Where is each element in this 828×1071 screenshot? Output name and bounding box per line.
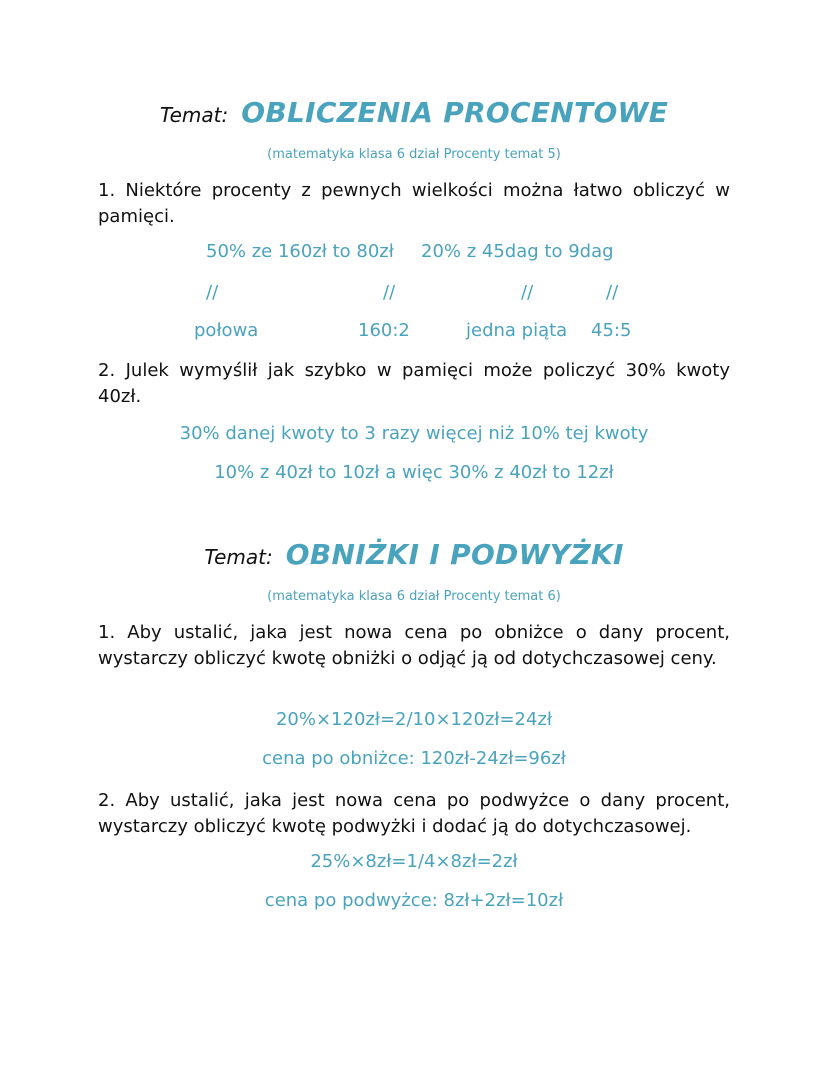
slash-4: // [606,282,619,303]
section2-calc1: 20%×120zł=2/10×120zł=24zł [275,709,553,730]
section1-example1a: 50% ze 160zł to 80zł [206,241,394,262]
slash-2: // [383,282,396,303]
slash-1: // [206,282,219,303]
section2-point2: 2. Aby ustalić, jaka jest nowa cena po podwyżce o dany procent, wystarczy obliczyć kwotę podwyżki i dodać ją do dotychczasowej. [98,790,730,837]
section2-result1: cena po obniżce: 120zł-24zł=96zł [262,748,566,769]
slash-3: // [521,282,534,303]
section1-heading [0,96,828,129]
section2-calc2: 25%×8zł=1/4×8zł=2zł [310,851,518,872]
section1-example2a: 30% danej kwoty to 3 razy więcej niż 10% tej kwoty [179,423,649,444]
note-45-5: 45:5 [591,320,632,341]
note-160-2: 160:2 [358,320,410,341]
note-polowa: połowa [194,320,259,341]
section2-title: OBNIŻKI I PODWYŻKI [285,538,624,571]
section1-example1b: 20% z 45dag to 9dag [421,241,614,262]
section1-point2: 2. Julek wymyślił jak szybko w pamięci może policzyć 30% kwoty 40zł. [98,360,730,407]
section1-subtitle: (matematyka klasa 6 dział Procenty temat 5) [267,147,561,162]
section2-result2: cena po podwyżce: 8zł+2zł=10zł [264,890,564,911]
section1-example2b: 10% z 40zł to 10zł a więc 30% z 40zł to 12zł [214,462,614,483]
section2-subtitle: (matematyka klasa 6 dział Procenty temat 6) [267,589,561,604]
note-jedna-piata: jedna piąta [466,320,568,341]
section1-title: OBLICZENIA PROCENTOWE [241,96,669,129]
section1-point1: 1. Niektóre procenty z pewnych wielkości można łatwo obliczyć w pamięci. [98,180,730,227]
section1-temat-label: Temat: [159,103,229,127]
section2-point1: 1. Aby ustalić, jaka jest nowa cena po obniżce o dany procent, wystarczy obliczyć kwotę obniżki o odjąć ją od dotychczasowej ceny. [98,622,730,669]
section2-temat-label: Temat: [204,545,273,569]
section2-heading [0,538,828,571]
